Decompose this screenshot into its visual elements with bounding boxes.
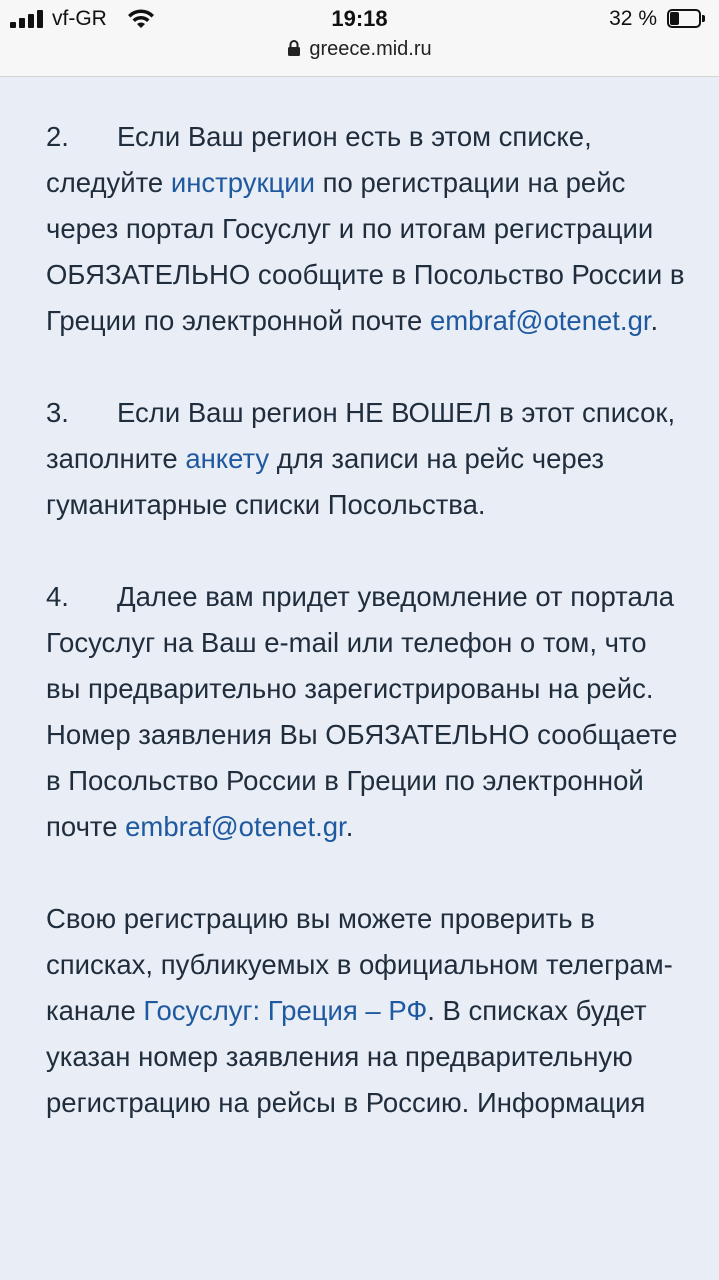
closing-text-part2: . В списках будет указан номер заявления на предварительную регистрацию на рейсы в Россию. Информация <box>46 995 647 1118</box>
email-link[interactable]: embraf@otenet.gr <box>429 305 651 336</box>
list-item-2 <box>46 114 686 344</box>
questionnaire-link[interactable]: анкету <box>185 443 270 474</box>
item4-text-part2: . <box>345 811 354 842</box>
browser-top-bar <box>0 0 719 77</box>
list-number: 4. <box>46 581 69 612</box>
telegram-channel-link[interactable]: Госуслуг: Греция – РФ <box>143 995 428 1026</box>
list-number: 3. <box>46 397 69 428</box>
url-domain: greece.mid.ru <box>309 38 432 60</box>
list-item-4 <box>46 574 686 850</box>
battery-icon <box>667 9 705 28</box>
list-number: 2. <box>46 121 69 152</box>
battery-percent: 32 % <box>609 7 657 30</box>
item2-text-part2: по регистрации на рейс через портал Госуслуг и по итогам регистрации ОБЯЗАТЕЛЬНО сообщите в Посольство России в Греции по электронной почте <box>46 167 685 336</box>
item3-text-part2: для записи на рейс через гуманитарные списки Посольства. <box>46 443 605 520</box>
list-item-3 <box>46 390 686 528</box>
closing-text-part1: Свою регистрацию вы можете проверить в списках, публикуемых в официальном телеграм-канале <box>46 903 673 1026</box>
battery-level-fill <box>670 12 679 25</box>
address-bar[interactable] <box>0 38 719 68</box>
status-bar <box>0 0 719 40</box>
item2-text-part1: Если Ваш регион есть в этом списке, следуйте <box>46 121 592 198</box>
instructions-link[interactable]: инструкции <box>170 167 316 198</box>
item2-text-part3: . <box>650 305 659 336</box>
item4-text-part1: Далее вам придет уведомление от портала Госуслуг на Ваш e-mail или телефон о том, что вы предварительно зарегистрированы на рейс. Номер заявления Вы ОБЯЗАТЕЛЬНО сообщаете в Посольство России в Греции по электронной почте <box>46 581 678 842</box>
article-content <box>46 114 686 1172</box>
email-link[interactable]: embraf@otenet.gr <box>125 811 346 842</box>
item3-text-part1: Если Ваш регион НЕ ВОШЕЛ в этот список, заполните <box>46 397 676 474</box>
lock-icon <box>287 39 301 57</box>
closing-paragraph <box>46 896 686 1126</box>
status-time: 19:18 <box>331 6 388 31</box>
carrier-name: vf-GR <box>52 7 107 30</box>
